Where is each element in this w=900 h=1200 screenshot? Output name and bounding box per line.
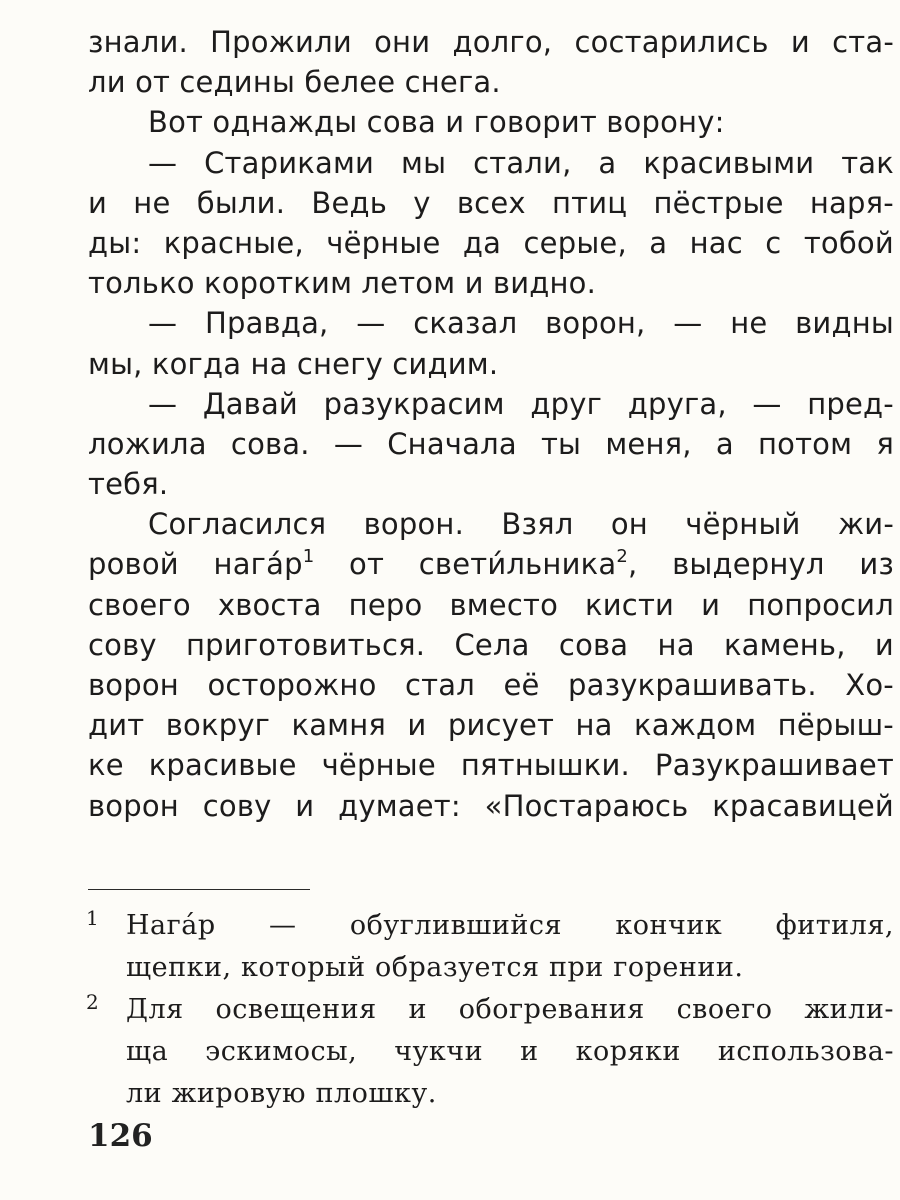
story-line: и не были. Ведь у всех птиц пёстрые наря- — [88, 185, 894, 220]
footnote-number: 2 — [86, 990, 100, 1014]
story-line: ли от седины белее снега. — [88, 65, 501, 100]
footnote-line: Нага́р — обуглившийся кончик фитиля, — [126, 910, 894, 941]
story-line: ке красивые чёрные пятнышки. Разукрашивает — [88, 748, 894, 783]
story-line: только коротким летом и видно. — [88, 266, 597, 301]
footnote-divider — [88, 889, 310, 890]
story-line: дит вокруг камня и рисует на каждом пёрыш- — [88, 708, 894, 743]
story-line: ворон сову и думает: «Постараюсь красавицей — [88, 788, 894, 823]
footnote-line: ли жировую плошку. — [126, 1078, 437, 1109]
page-number: 126 — [88, 1118, 153, 1154]
footnote-line: щепки, который образуется при горении. — [126, 952, 744, 983]
story-line: ворон осторожно стал её разукрашивать. Хо- — [88, 668, 894, 702]
footnote-number: 1 — [86, 906, 100, 930]
footnotes — [88, 905, 894, 1115]
story-line: знали. Прожили они долго, состарились и ста- — [88, 25, 894, 59]
story-line: тебя. — [88, 467, 169, 502]
story-text — [88, 22, 894, 826]
footnote-1 — [88, 905, 894, 989]
story-line: — Стариками мы стали, а красивыми так — [148, 145, 894, 180]
story-line: — Правда, — сказал ворон, — не видны — [148, 306, 894, 341]
footnote-2 — [88, 989, 894, 1115]
story-line: сову приготовиться. Села сова на камень, и — [88, 627, 894, 662]
story-line: ды: красные, чёрные да серые, а нас с тобой — [88, 225, 894, 260]
story-line: Согласился ворон. Взял он чёрный жи- — [148, 507, 894, 542]
story-line: ровой $нага́р^1$ от свети́льника$^2$, выдернул из — [88, 545, 894, 582]
footnote-line: ща эскимосы, чукчи и коряки использова- — [126, 1036, 894, 1067]
footnote-line: Для освещения и обогревания своего жили- — [126, 994, 894, 1025]
story-line: своего хвоста перо вместо кисти и попросил — [88, 587, 894, 622]
story-line: мы, когда на снегу сидим. — [88, 346, 499, 381]
story-line: — Давай разукрасим друг друга, — пред- — [148, 386, 894, 421]
story-line: ложила сова. — Сначала ты меня, а потом я — [88, 426, 894, 461]
story-line: Вот однажды сова и говорит ворону: — [148, 105, 725, 140]
